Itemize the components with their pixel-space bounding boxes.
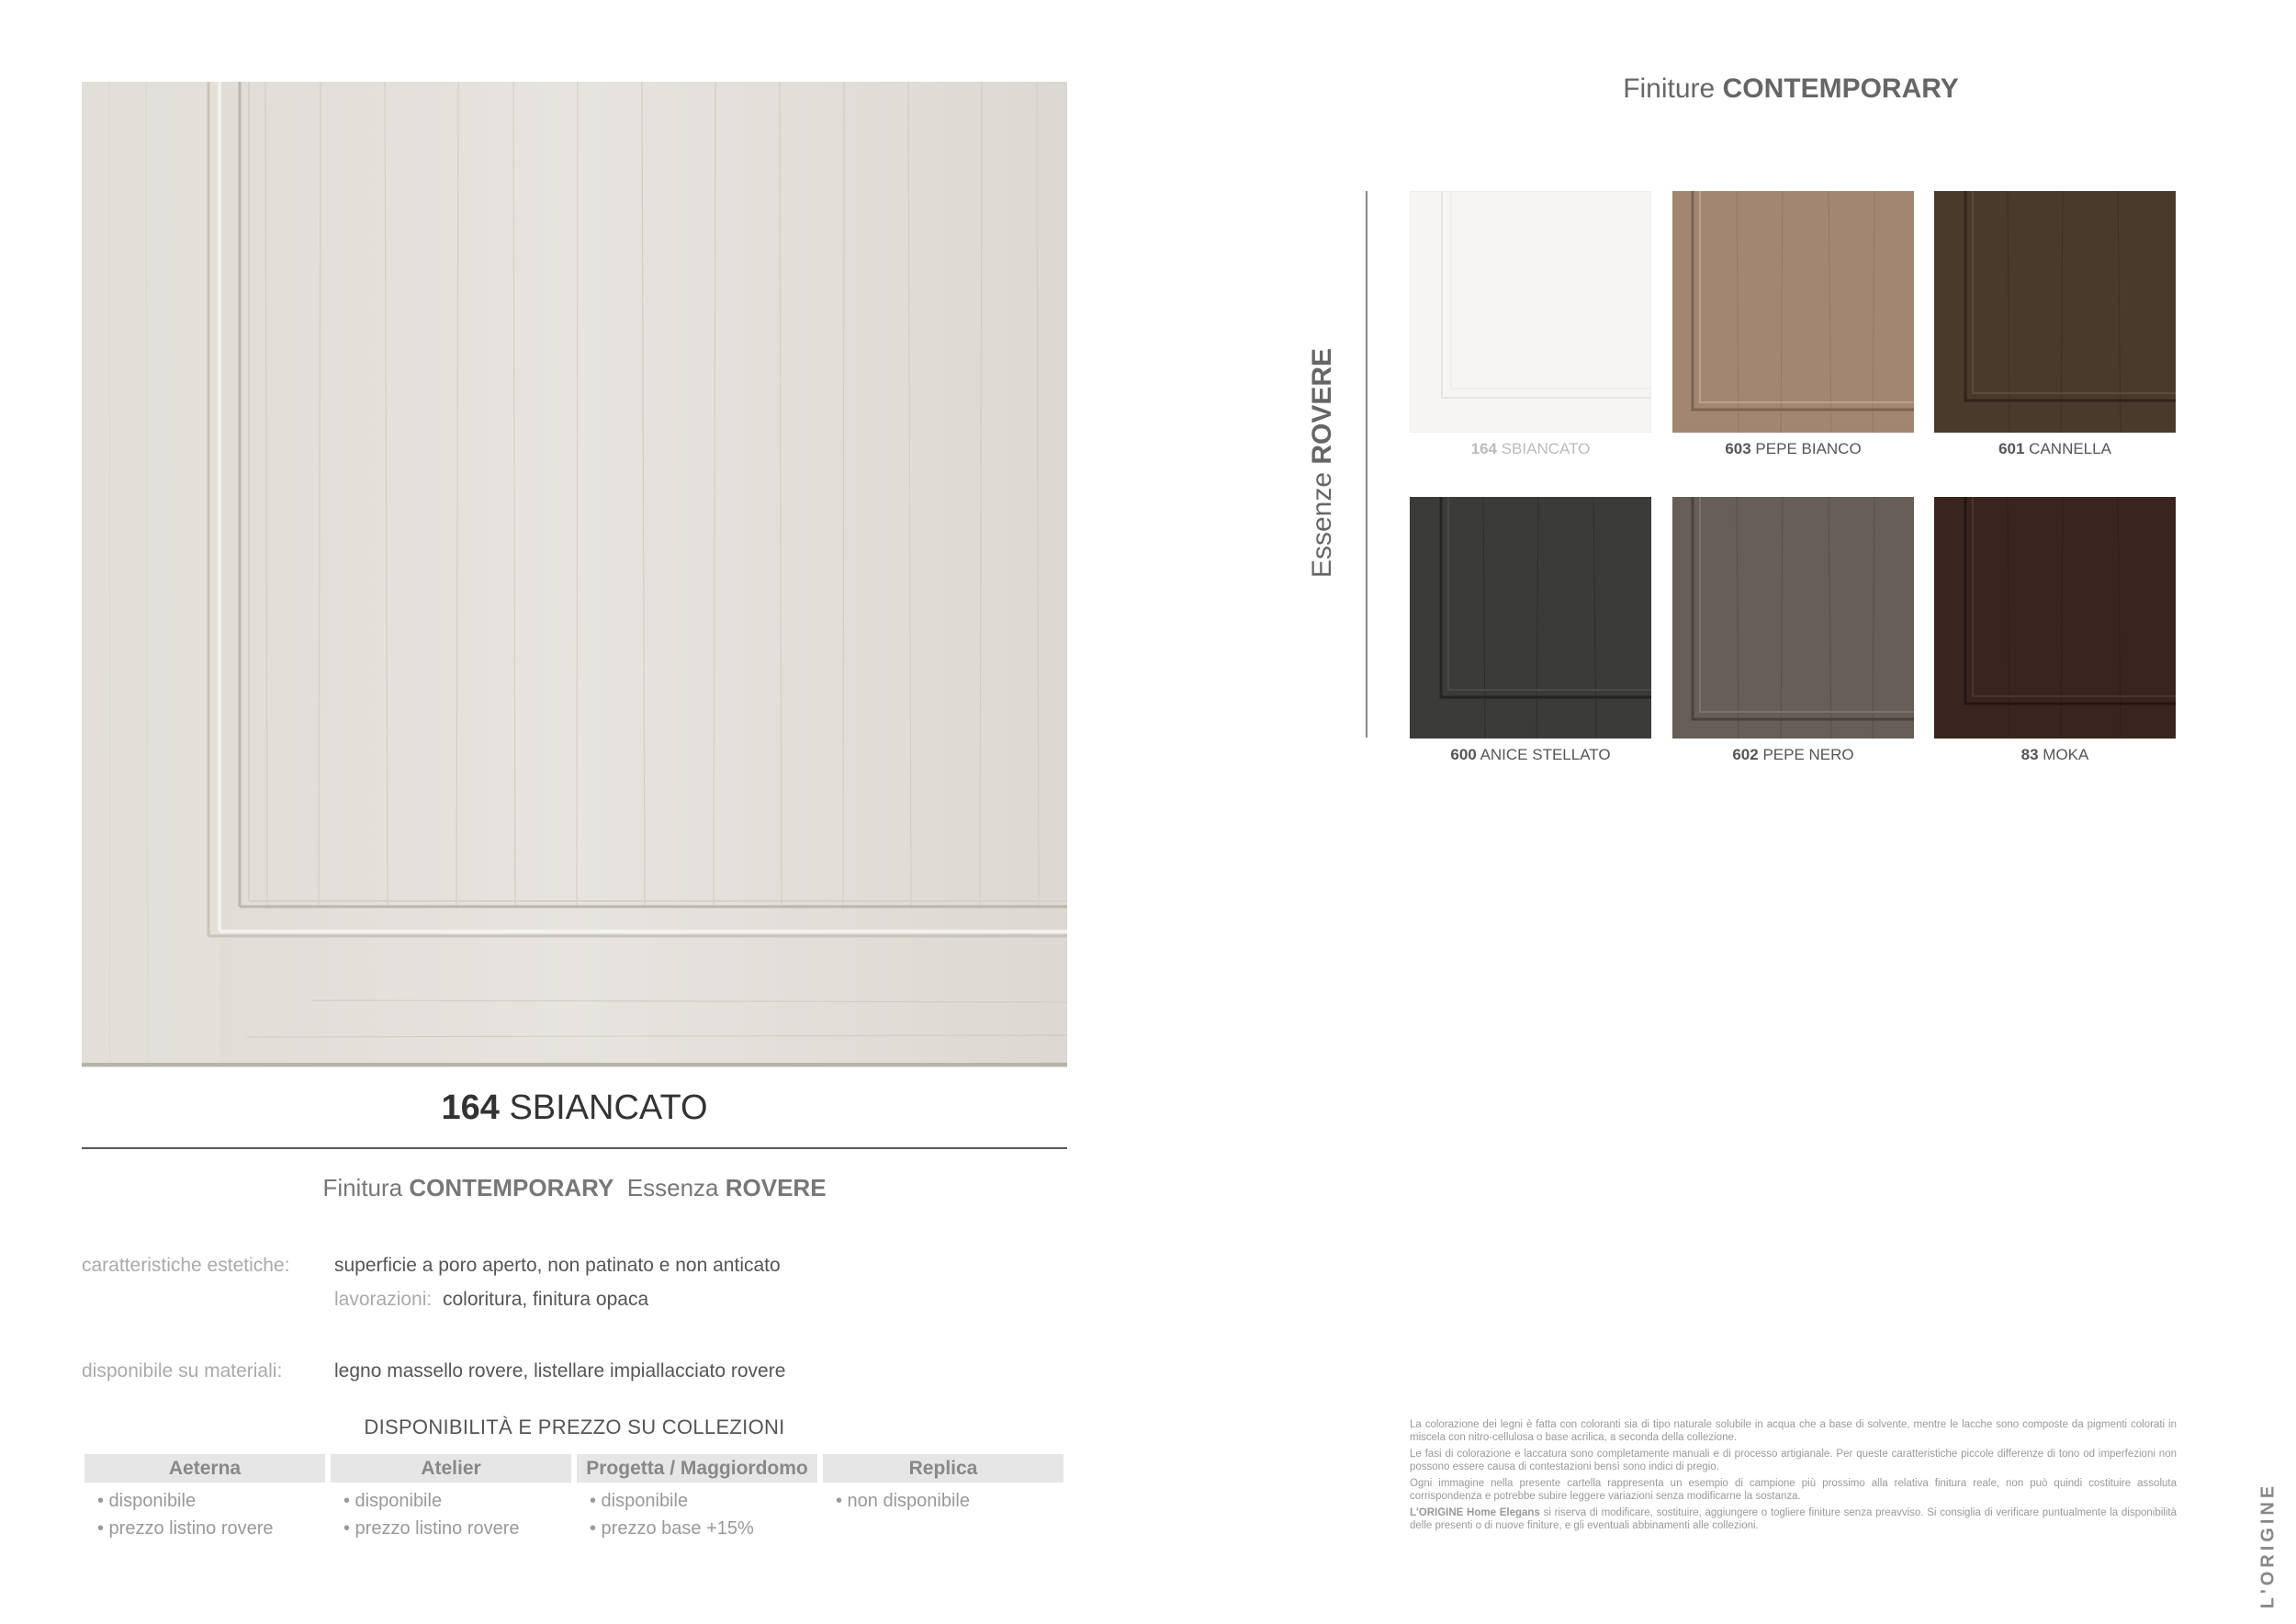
note-paragraph: Ogni immagine nella presente cartella rappresenta un esempio di campione più prossimo alla relativa finitura reale, non può quindi costituire assoluta corrispondenza e potrebbe subire leggere variazioni senza modificarne la sostanza. xyxy=(1410,1478,2177,1502)
cell-line: • disponibile xyxy=(97,1491,197,1511)
cell-line: • prezzo base +15% xyxy=(590,1518,754,1539)
swatch-600[interactable] xyxy=(1410,497,1651,739)
materiali-value: legno massello rovere, listellare impiallacciato rovere xyxy=(334,1360,786,1382)
table-cell xyxy=(590,1487,754,1542)
swatch-83[interactable] xyxy=(1934,497,2176,739)
swatch-caption xyxy=(1672,746,1914,764)
materiali-label: disponibile su materiali: xyxy=(82,1360,283,1382)
swatch-caption xyxy=(1410,440,1651,458)
note-paragraph xyxy=(1410,1507,2177,1532)
hero-title xyxy=(82,1088,1067,1128)
availability-title: DISPONIBILITÀ E PREZZO SU COLLEZIONI xyxy=(364,1415,785,1438)
column-header-atelier: Atelier xyxy=(331,1454,571,1483)
essenza-value: ROVERE xyxy=(725,1174,827,1201)
column-header-replica: Replica xyxy=(823,1454,1064,1483)
swatch-name: PEPE NERO xyxy=(1762,746,1854,763)
cell-line: • disponibile xyxy=(590,1491,689,1511)
swatch-code: 164 xyxy=(1470,440,1497,457)
caratteristiche-value: superficie a poro aperto, non patinato e non anticato xyxy=(334,1255,781,1276)
disclaimer-notes xyxy=(1410,1419,2177,1537)
wood-panel-image xyxy=(82,82,1067,1067)
swatch-name: CANNELLA xyxy=(2029,440,2111,457)
finitura-value: CONTEMPORARY xyxy=(409,1174,614,1201)
swatch-164[interactable] xyxy=(1410,191,1651,433)
finish-subtitle xyxy=(82,1174,1067,1202)
title-bold: CONTEMPORARY xyxy=(1722,73,1959,104)
right-page-title xyxy=(1378,73,2204,105)
table-cell xyxy=(343,1487,520,1542)
swatch-code: 602 xyxy=(1732,746,1759,763)
swatch-caption xyxy=(1410,746,1651,764)
brand-inline: L'ORIGINE Home Elegans xyxy=(1410,1507,1540,1518)
hero-finish-swatch xyxy=(82,82,1067,1067)
swatch-name: MOKA xyxy=(2043,746,2089,763)
lavorazioni-value: coloritura, finitura opaca xyxy=(443,1289,649,1310)
cell-line: • prezzo listino rovere xyxy=(97,1518,274,1539)
swatch-caption xyxy=(1934,440,2176,458)
swatch-603[interactable] xyxy=(1672,191,1914,433)
caratteristiche-label: caratteristiche estetiche: xyxy=(82,1255,290,1276)
table-cell xyxy=(836,1487,970,1515)
hero-code: 164 xyxy=(441,1088,500,1127)
divider xyxy=(82,1147,1067,1149)
lavorazioni-label: lavorazioni: xyxy=(334,1289,433,1310)
swatch-code: 601 xyxy=(1998,440,2025,457)
swatch-601[interactable] xyxy=(1934,191,2176,433)
swatch-code: 83 xyxy=(2020,746,2039,763)
swatch-name: SBIANCATO xyxy=(1501,440,1591,457)
note-text: si riserva di modificare, sostituire, aggiungere o togliere finiture senza preavviso. Si consiglia di verificare puntualmente la disponibilità delle presenti o di nuove finiture, e gli eventuali abbinamenti alle collezioni. xyxy=(1410,1507,2177,1531)
title-prefix: Finiture xyxy=(1623,73,1716,104)
brand-wordmark: L'ORIGINE xyxy=(2257,1482,2279,1609)
swatch-code: 600 xyxy=(1450,746,1477,763)
vertical-divider xyxy=(1366,191,1367,738)
column-header-progetta: Progetta / Maggiordomo xyxy=(577,1454,817,1483)
hero-name: SBIANCATO xyxy=(509,1088,708,1127)
swatch-code: 603 xyxy=(1725,440,1751,457)
essenza-label: Essenza xyxy=(626,1174,719,1201)
swatch-caption xyxy=(1672,440,1914,458)
swatch-caption xyxy=(1934,746,2176,764)
cell-line: • prezzo listino rovere xyxy=(343,1518,520,1539)
cell-line: • disponibile xyxy=(343,1491,443,1511)
note-paragraph: Le fasi di colorazione e laccatura sono completamente manuali e di processo artigianale. Per queste caratteristiche piccole differenze di tono od imperfezioni non possono essere causa di contestazioni bensì sono indici di pregio. xyxy=(1410,1449,2177,1472)
swatch-name: ANICE STELLATO xyxy=(1480,746,1611,763)
swatch-602[interactable] xyxy=(1672,497,1914,739)
cell-line: • non disponibile xyxy=(836,1491,970,1511)
side-bold: ROVERE xyxy=(1307,347,1337,465)
table-cell xyxy=(97,1487,274,1542)
side-prefix: Essenze xyxy=(1307,471,1337,579)
column-header-aeterna: Aeterna xyxy=(84,1454,325,1483)
finitura-label: Finitura xyxy=(322,1174,403,1201)
swatch-name: PEPE BIANCO xyxy=(1755,440,1862,457)
note-paragraph: La colorazione dei legni è fatta con coloranti sia di tipo naturale solubile in acqua che a base di solvente, mentre le lacche sono composte da pigmenti colorati in miscela con nitro-cellulosa o base acrilica, a seconda della collezione. xyxy=(1410,1419,2177,1443)
